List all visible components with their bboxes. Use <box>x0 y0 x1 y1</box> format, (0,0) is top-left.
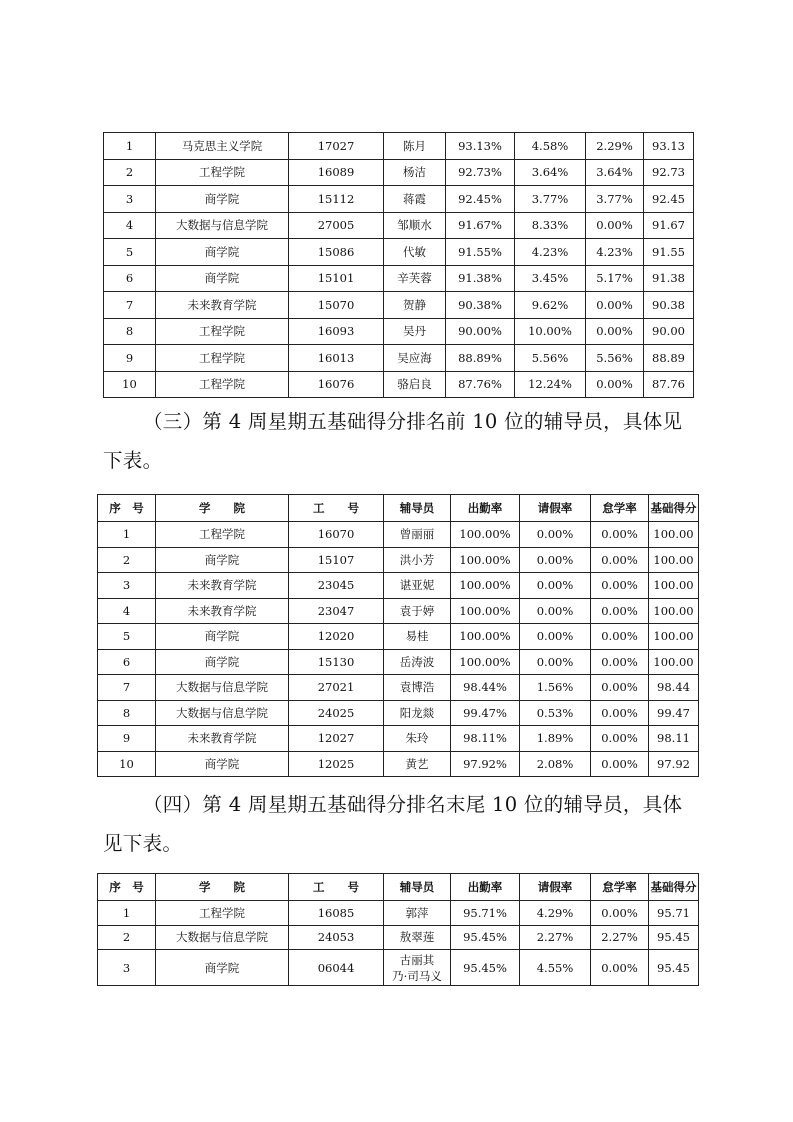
cell-college: 商学院 <box>156 649 289 675</box>
ranking-table-continued <box>103 132 694 398</box>
cell-truancy-rate: 0.00% <box>586 212 644 239</box>
cell-truancy-rate: 0.00% <box>591 624 649 650</box>
cell-truancy-rate: 2.27% <box>591 925 649 950</box>
cell-index: 1 <box>104 133 156 160</box>
cell-college: 工程学院 <box>156 371 289 398</box>
cell-counselor: 朱玲 <box>384 726 451 752</box>
cell-truancy-rate: 0.00% <box>591 675 649 701</box>
cell-attendance-rate: 91.55% <box>446 239 515 266</box>
cell-staff-id: 27005 <box>289 212 384 239</box>
cell-truancy-rate: 2.29% <box>586 133 644 160</box>
cell-college: 大数据与信息学院 <box>156 925 289 950</box>
cell-staff-id: 12020 <box>289 624 384 650</box>
cell-college: 未来教育学院 <box>156 598 289 624</box>
cell-truancy-rate: 3.77% <box>586 186 644 213</box>
cell-attendance-rate: 100.00% <box>451 649 520 675</box>
cell-leave-rate: 2.08% <box>520 751 591 777</box>
cell-leave-rate: 0.00% <box>520 649 591 675</box>
cell-college: 工程学院 <box>156 318 289 345</box>
cell-counselor: 袁于婷 <box>384 598 451 624</box>
cell-index: 3 <box>98 950 156 986</box>
cell-leave-rate: 1.89% <box>520 726 591 752</box>
table-row <box>104 318 694 345</box>
cell-staff-id: 15107 <box>289 547 384 573</box>
cell-base-score: 98.11 <box>649 726 699 752</box>
cell-truancy-rate: 0.00% <box>591 649 649 675</box>
cell-index: 3 <box>98 573 156 599</box>
cell-base-score: 91.38 <box>644 265 694 292</box>
cell-college: 商学院 <box>156 239 289 266</box>
cell-base-score: 95.71 <box>649 901 699 926</box>
cell-college: 商学院 <box>156 751 289 777</box>
cell-base-score: 95.45 <box>649 925 699 950</box>
cell-attendance-rate: 100.00% <box>451 624 520 650</box>
cell-index: 1 <box>98 522 156 548</box>
header-truancy-rate: 怠学率 <box>591 874 649 901</box>
table-row <box>98 901 699 926</box>
cell-base-score: 100.00 <box>649 649 699 675</box>
header-staff-id: 工 号 <box>289 874 384 901</box>
cell-leave-rate: 8.33% <box>515 212 586 239</box>
cell-index: 10 <box>104 371 156 398</box>
table-row <box>104 239 694 266</box>
cell-truancy-rate: 3.64% <box>586 159 644 186</box>
cell-leave-rate: 3.64% <box>515 159 586 186</box>
cell-counselor: 骆启良 <box>384 371 446 398</box>
header-college: 学 院 <box>156 495 289 522</box>
cell-base-score: 90.00 <box>644 318 694 345</box>
cell-index: 8 <box>98 700 156 726</box>
cell-counselor: 曾丽丽 <box>384 522 451 548</box>
cell-leave-rate: 10.00% <box>515 318 586 345</box>
cell-leave-rate: 4.58% <box>515 133 586 160</box>
cell-counselor: 蒋霞 <box>384 186 446 213</box>
cell-counselor: 谌亚妮 <box>384 573 451 599</box>
cell-leave-rate: 0.00% <box>520 547 591 573</box>
cell-attendance-rate: 100.00% <box>451 522 520 548</box>
cell-index: 4 <box>104 212 156 239</box>
table-row <box>98 726 699 752</box>
table-row <box>98 675 699 701</box>
table-row <box>98 598 699 624</box>
cell-index: 8 <box>104 318 156 345</box>
cell-staff-id: 06044 <box>289 950 384 986</box>
table-header-row <box>98 495 699 522</box>
cell-leave-rate: 5.56% <box>515 345 586 372</box>
cell-college: 未来教育学院 <box>156 292 289 319</box>
cell-base-score: 100.00 <box>649 573 699 599</box>
cell-college: 未来教育学院 <box>156 726 289 752</box>
cell-college: 工程学院 <box>156 159 289 186</box>
cell-college: 工程学院 <box>156 522 289 548</box>
table-row <box>104 212 694 239</box>
table-row <box>98 700 699 726</box>
cell-college: 未来教育学院 <box>156 573 289 599</box>
cell-truancy-rate: 0.00% <box>591 573 649 599</box>
header-base-score: 基础得分 <box>649 874 699 901</box>
cell-counselor: 易桂 <box>384 624 451 650</box>
section-3-heading: （三）第 4 周星期五基础得分排名前 10 位的辅导员，具体见下表。 <box>103 410 683 472</box>
top-10-counselors-table <box>97 494 699 777</box>
cell-base-score: 88.89 <box>644 345 694 372</box>
cell-index: 2 <box>98 547 156 573</box>
table-row <box>98 547 699 573</box>
cell-leave-rate: 4.29% <box>520 901 591 926</box>
header-leave-rate: 请假率 <box>520 495 591 522</box>
cell-college: 工程学院 <box>156 901 289 926</box>
cell-attendance-rate: 100.00% <box>451 547 520 573</box>
cell-counselor: 杨洁 <box>384 159 446 186</box>
cell-staff-id: 16089 <box>289 159 384 186</box>
cell-index: 9 <box>104 345 156 372</box>
cell-attendance-rate: 98.44% <box>451 675 520 701</box>
cell-college: 大数据与信息学院 <box>156 700 289 726</box>
cell-attendance-rate: 93.13% <box>446 133 515 160</box>
cell-base-score: 98.44 <box>649 675 699 701</box>
cell-counselor: 贺静 <box>384 292 446 319</box>
cell-staff-id: 17027 <box>289 133 384 160</box>
cell-staff-id: 15112 <box>289 186 384 213</box>
cell-staff-id: 16093 <box>289 318 384 345</box>
ranking-table-body <box>104 133 694 398</box>
cell-staff-id: 12025 <box>289 751 384 777</box>
cell-index: 5 <box>104 239 156 266</box>
cell-college: 商学院 <box>156 950 289 986</box>
cell-leave-rate: 0.00% <box>520 598 591 624</box>
table-row <box>98 925 699 950</box>
cell-truancy-rate: 0.00% <box>586 318 644 345</box>
cell-leave-rate: 2.27% <box>520 925 591 950</box>
cell-leave-rate: 4.23% <box>515 239 586 266</box>
table-row <box>104 133 694 160</box>
header-college: 学 院 <box>156 874 289 901</box>
cell-staff-id: 27021 <box>289 675 384 701</box>
cell-college: 工程学院 <box>156 345 289 372</box>
cell-index: 3 <box>104 186 156 213</box>
cell-attendance-rate: 100.00% <box>451 598 520 624</box>
header-base-score: 基础得分 <box>649 495 699 522</box>
cell-base-score: 90.38 <box>644 292 694 319</box>
cell-base-score: 93.13 <box>644 133 694 160</box>
cell-staff-id: 23047 <box>289 598 384 624</box>
cell-attendance-rate: 97.92% <box>451 751 520 777</box>
cell-leave-rate: 0.00% <box>520 573 591 599</box>
cell-index: 1 <box>98 901 156 926</box>
table-row <box>104 186 694 213</box>
cell-staff-id: 16076 <box>289 371 384 398</box>
cell-staff-id: 16085 <box>289 901 384 926</box>
cell-truancy-rate: 5.56% <box>586 345 644 372</box>
table-row <box>98 751 699 777</box>
cell-base-score: 87.76 <box>644 371 694 398</box>
table-row <box>104 292 694 319</box>
cell-counselor: 郭萍 <box>384 901 451 926</box>
cell-counselor: 阳龙燚 <box>384 700 451 726</box>
cell-counselor: 古丽其 乃·司马义 <box>384 950 451 986</box>
cell-base-score: 95.45 <box>649 950 699 986</box>
cell-counselor: 袁博浩 <box>384 675 451 701</box>
cell-base-score: 100.00 <box>649 522 699 548</box>
cell-truancy-rate: 0.00% <box>591 598 649 624</box>
cell-base-score: 92.45 <box>644 186 694 213</box>
cell-truancy-rate: 0.00% <box>586 371 644 398</box>
cell-base-score: 97.92 <box>649 751 699 777</box>
table-row <box>98 522 699 548</box>
cell-base-score: 99.47 <box>649 700 699 726</box>
header-attendance-rate: 出勤率 <box>451 495 520 522</box>
bottom-10-table-body <box>98 901 699 986</box>
cell-truancy-rate: 0.00% <box>591 522 649 548</box>
cell-staff-id: 15086 <box>289 239 384 266</box>
cell-base-score: 91.67 <box>644 212 694 239</box>
section-4-heading: （四）第 4 周星期五基础得分排名末尾 10 位的辅导员，具体见下表。 <box>103 793 683 855</box>
cell-counselor: 代敏 <box>384 239 446 266</box>
cell-index: 6 <box>104 265 156 292</box>
cell-leave-rate: 9.62% <box>515 292 586 319</box>
cell-college: 商学院 <box>156 265 289 292</box>
cell-attendance-rate: 95.45% <box>451 925 520 950</box>
header-leave-rate: 请假率 <box>520 874 591 901</box>
cell-base-score: 100.00 <box>649 624 699 650</box>
header-counselor: 辅导员 <box>384 495 451 522</box>
cell-attendance-rate: 91.67% <box>446 212 515 239</box>
cell-index: 10 <box>98 751 156 777</box>
cell-truancy-rate: 0.00% <box>591 751 649 777</box>
cell-staff-id: 16013 <box>289 345 384 372</box>
cell-leave-rate: 0.00% <box>520 522 591 548</box>
cell-attendance-rate: 90.00% <box>446 318 515 345</box>
cell-staff-id: 24053 <box>289 925 384 950</box>
cell-leave-rate: 0.53% <box>520 700 591 726</box>
cell-attendance-rate: 92.73% <box>446 159 515 186</box>
cell-college: 商学院 <box>156 624 289 650</box>
bottom-10-counselors-table <box>97 873 699 986</box>
cell-staff-id: 23045 <box>289 573 384 599</box>
table-row <box>98 573 699 599</box>
cell-counselor: 吴应海 <box>384 345 446 372</box>
cell-attendance-rate: 95.71% <box>451 901 520 926</box>
cell-counselor: 陈月 <box>384 133 446 160</box>
table-row <box>98 624 699 650</box>
cell-base-score: 92.73 <box>644 159 694 186</box>
cell-truancy-rate: 0.00% <box>591 901 649 926</box>
header-index: 序 号 <box>98 495 156 522</box>
cell-leave-rate: 12.24% <box>515 371 586 398</box>
cell-staff-id: 15130 <box>289 649 384 675</box>
cell-attendance-rate: 90.38% <box>446 292 515 319</box>
cell-index: 2 <box>104 159 156 186</box>
table-row <box>104 159 694 186</box>
cell-attendance-rate: 98.11% <box>451 726 520 752</box>
cell-truancy-rate: 5.17% <box>586 265 644 292</box>
cell-truancy-rate: 0.00% <box>591 700 649 726</box>
cell-staff-id: 15101 <box>289 265 384 292</box>
cell-index: 2 <box>98 925 156 950</box>
cell-base-score: 91.55 <box>644 239 694 266</box>
cell-truancy-rate: 0.00% <box>591 726 649 752</box>
cell-leave-rate: 1.56% <box>520 675 591 701</box>
cell-leave-rate: 3.45% <box>515 265 586 292</box>
cell-counselor: 黄艺 <box>384 751 451 777</box>
header-truancy-rate: 怠学率 <box>591 495 649 522</box>
cell-truancy-rate: 0.00% <box>586 292 644 319</box>
cell-attendance-rate: 99.47% <box>451 700 520 726</box>
cell-leave-rate: 0.00% <box>520 624 591 650</box>
cell-base-score: 100.00 <box>649 547 699 573</box>
table-row <box>104 345 694 372</box>
cell-index: 6 <box>98 649 156 675</box>
cell-counselor: 辛芙蓉 <box>384 265 446 292</box>
header-attendance-rate: 出勤率 <box>451 874 520 901</box>
cell-index: 7 <box>104 292 156 319</box>
cell-leave-rate: 4.55% <box>520 950 591 986</box>
cell-attendance-rate: 92.45% <box>446 186 515 213</box>
table-row <box>98 950 699 986</box>
cell-index: 5 <box>98 624 156 650</box>
cell-attendance-rate: 88.89% <box>446 345 515 372</box>
header-counselor: 辅导员 <box>384 874 451 901</box>
cell-attendance-rate: 87.76% <box>446 371 515 398</box>
cell-index: 9 <box>98 726 156 752</box>
top-10-table-body <box>98 522 699 777</box>
cell-staff-id: 15070 <box>289 292 384 319</box>
cell-counselor: 洪小芳 <box>384 547 451 573</box>
cell-college: 大数据与信息学院 <box>156 675 289 701</box>
cell-counselor: 吴丹 <box>384 318 446 345</box>
table-row <box>104 265 694 292</box>
cell-counselor: 敖翠莲 <box>384 925 451 950</box>
cell-college: 商学院 <box>156 186 289 213</box>
cell-college: 大数据与信息学院 <box>156 212 289 239</box>
cell-attendance-rate: 91.38% <box>446 265 515 292</box>
header-index: 序 号 <box>98 874 156 901</box>
table-row <box>104 371 694 398</box>
cell-attendance-rate: 100.00% <box>451 573 520 599</box>
cell-counselor: 邹顺水 <box>384 212 446 239</box>
cell-index: 4 <box>98 598 156 624</box>
header-staff-id: 工 号 <box>289 495 384 522</box>
cell-leave-rate: 3.77% <box>515 186 586 213</box>
cell-attendance-rate: 95.45% <box>451 950 520 986</box>
cell-staff-id: 12027 <box>289 726 384 752</box>
table-row <box>98 649 699 675</box>
cell-base-score: 100.00 <box>649 598 699 624</box>
cell-truancy-rate: 0.00% <box>591 547 649 573</box>
cell-index: 7 <box>98 675 156 701</box>
table-header-row <box>98 874 699 901</box>
cell-counselor: 岳涛波 <box>384 649 451 675</box>
cell-college: 马克思主义学院 <box>156 133 289 160</box>
cell-staff-id: 24025 <box>289 700 384 726</box>
cell-staff-id: 16070 <box>289 522 384 548</box>
cell-college: 商学院 <box>156 547 289 573</box>
cell-truancy-rate: 0.00% <box>591 950 649 986</box>
cell-truancy-rate: 4.23% <box>586 239 644 266</box>
